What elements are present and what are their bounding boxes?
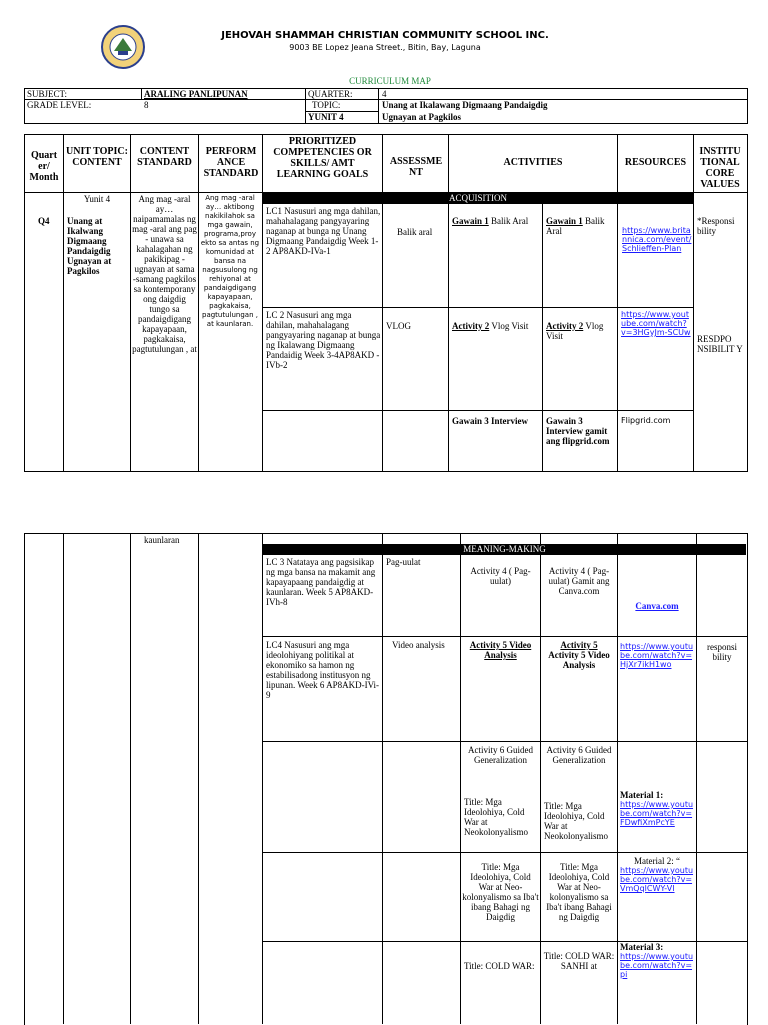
content-standard-cell: Ang mag -aral ay… naipamamalas ng mag -aral ang pag - unawa sa kahalagahan ng pakikipag - ugnayan at sama -samang pagkilos sa kontemporany ong daigdig tungo sa pandaigdigang kapayapaan, pagkakaisa, pagtutulungan , at [132, 194, 197, 354]
core-values-cell-2: RESDPO NSIBILIT Y [697, 334, 743, 354]
lc2-text: LC 2 Nasusuri ang mga dahilan, mahahalagang pangyayaring naganap at bunga ng Ikalawang Digmaang Pandaidig Week 3-4AP8AKD -IVb-2 [266, 310, 381, 370]
school-address: 9003 BE Lopez Jeana Street., Bitin, Bay, Laguna [289, 43, 481, 52]
header-competencies: PRIORITIZED COMPETENCIES OR SKILLS/ AMT LEARNING GOALS [273, 136, 372, 180]
content-continued: kaunlaran [144, 535, 180, 545]
lc3-activity-1: Activity 4 ( Pag-uulat) [470, 566, 531, 586]
material-1-link[interactable]: https://www.youtube.com/watch?v=FDwfiXmPcYE [620, 800, 694, 827]
gawain3-assessment: Gawain 3 Interview [452, 416, 528, 426]
header-performance-standard: PERFORM ANCE STANDARD [203, 146, 259, 179]
lc3-text: LC 3 Natataya ang pagsisikap ng mga bansa na makamit ang kapayapaang pandaigdig at kaunlaran. Week 5 AP8AKD-IVh-8 [266, 557, 376, 607]
unit-topic-cell: Unang at Ikalwang Digmaang Pandaigdig Ugnayan at Pagkilos [67, 216, 112, 276]
lc2-assessment: VLOG [386, 321, 411, 331]
header-activities: ACTIVITIES [503, 157, 563, 168]
core-values-cell-1: *Responsi bility [697, 216, 735, 236]
act6-head-2: Activity 6 Guided Generalization [546, 745, 612, 765]
lc3-assessment: Pag-uulat [386, 557, 421, 567]
subject-value: ARALING PANLIPUNAN [144, 89, 248, 99]
header-unit-topic: UNIT TOPIC: CONTENT [66, 146, 128, 168]
material-2: Material 2: “ https://www.youtube.com/watch?v=VmQqlCWY-VI [620, 856, 694, 893]
lc4-resource-link[interactable]: https://www.youtube.com/watch?v=HjXr7ikH1wo [620, 642, 694, 669]
quarter-value-cell: Q4 [38, 216, 50, 226]
lc2-resource-link[interactable]: https://www.youtube.com/watch?v=3HGyJm-SCUw [621, 310, 691, 337]
material-1: Material 1: https://www.youtube.com/watch?v=FDwfiXmPcYE [620, 790, 694, 827]
material-3: Material 3: https://www.youtube.com/watch?v=pi [620, 942, 694, 979]
lc3-activity-2: Activity 4 ( Pag-uulat) Gamit ang Canva.com [548, 566, 610, 596]
header-resources: RESOURCES [624, 157, 687, 168]
quarter-label: QUARTER: [308, 89, 353, 99]
lc2-activity-2: Activity 2 Vlog Visit [546, 321, 604, 341]
material-3-link[interactable]: https://www.youtube.com/watch?v=pi [620, 952, 694, 979]
school-logo [100, 24, 146, 70]
act6-title-2: Title: Mga Ideolohiya, Cold War at Neokolonyalismo [544, 801, 608, 841]
lc4-assessment: Video analysis [392, 640, 445, 650]
gawain3-activity: Gawain 3 Interview gamit ang flipgrid.com [546, 416, 610, 446]
act6-head-1: Activity 6 Guided Generalization [468, 745, 533, 765]
material-2-link[interactable]: https://www.youtube.com/watch?v=VmQqlCWY-VI [620, 866, 694, 893]
header-assessment: ASSESSME NT [389, 156, 443, 178]
grade-value: 8 [144, 100, 149, 110]
quarter-value: 4 [382, 89, 387, 99]
lc4-activity-1: Activity 5 Video Analysis [469, 640, 532, 660]
lc1-activity-2: Gawain 1 Balik Aral [546, 216, 605, 236]
grade-label: GRADE LEVEL: [27, 100, 92, 110]
topic-label: TOPIC: [312, 100, 341, 110]
header-quarter: Quart er/ Month [29, 150, 59, 183]
act8-title-1: Title: COLD WAR: [464, 961, 535, 971]
lc4-core-values: responsi bility [707, 642, 737, 662]
act7-title-2: Title: Mga Ideolohiya, Cold War at Neo-kolonyalismo sa Iba't ibang Bahagi ng Daigdig [546, 862, 612, 922]
meaning-making-band: MEANING-MAKING [263, 544, 746, 555]
lc1-text: LC1 Nasusuri ang mga dahilan, mahahalagang pangyayaring naganap at bunga ng Unang Digmaang Pandaigdig Week 1-2 AP8AKD-IVa-1 [266, 206, 381, 256]
lc1-assessment: Balik aral [397, 227, 433, 237]
school-name: JEHOVAH SHAMMAH CHRISTIAN COMMUNITY SCHOOL INC. [221, 30, 549, 41]
lc4-text: LC4 Nasusuri ang mga ideolohiyang politikal at ekonomiko sa hamon ng estabilisadong institusyon ng lipunan. Week 6 AP8AKD-IVi-9 [266, 640, 380, 700]
doc-title: CURRICULUM MAP [349, 76, 431, 86]
act8-title-2: Title: COLD WAR: SANHI at [543, 951, 615, 971]
yunit-cell: Yunit 4 [83, 194, 111, 204]
topic-value: Unang at Ikalawang Digmaang Pandaigdig [382, 100, 548, 110]
lc1-resource-link[interactable]: https://www.britannica.com/event/Schlieffen-Plan [622, 226, 692, 253]
canva-resource-link[interactable]: Canva.com [635, 601, 679, 611]
act6-title-1: Title: Mga Ideolohiya, Cold War at Neokolonyalismo [464, 797, 528, 837]
lc1-activity-1: Gawain 1 Balik Aral [452, 216, 529, 226]
performance-standard-cell: Ang mag -aral ay… aktibong nakikilahok sa mga gawain, programa,proy ekto sa antas ng komunidad at bansa na nagsusulong ng rehiyonal at pandaigdigang kapayapaan, pagkakaisa, pagtutulungan , at kaunlaran. [200, 194, 260, 328]
flipgrid-resource: Flipgrid.com [621, 416, 671, 425]
subject-label: SUBJECT: [27, 89, 68, 99]
lc2-activity-1: Activity 2 Vlog Visit [452, 321, 529, 331]
acquisition-band: ACQUISITION [263, 193, 693, 204]
yunit-value: Ugnayan at Pagkilos [382, 112, 462, 122]
yunit-label: YUNIT 4 [308, 112, 344, 122]
header-content-standard: CONTENT STANDARD [137, 146, 192, 168]
lc4-activity-2: Activity 5 Activity 5 Video Analysis [548, 640, 610, 670]
header-core-values: INSTITU TIONAL CORE VALUES [699, 146, 741, 190]
act7-title-1: Title: Mga Ideolohiya, Cold War at Neo-kolonyalismo sa Iba't ibang Bahagi ng Daigdig [462, 862, 539, 922]
